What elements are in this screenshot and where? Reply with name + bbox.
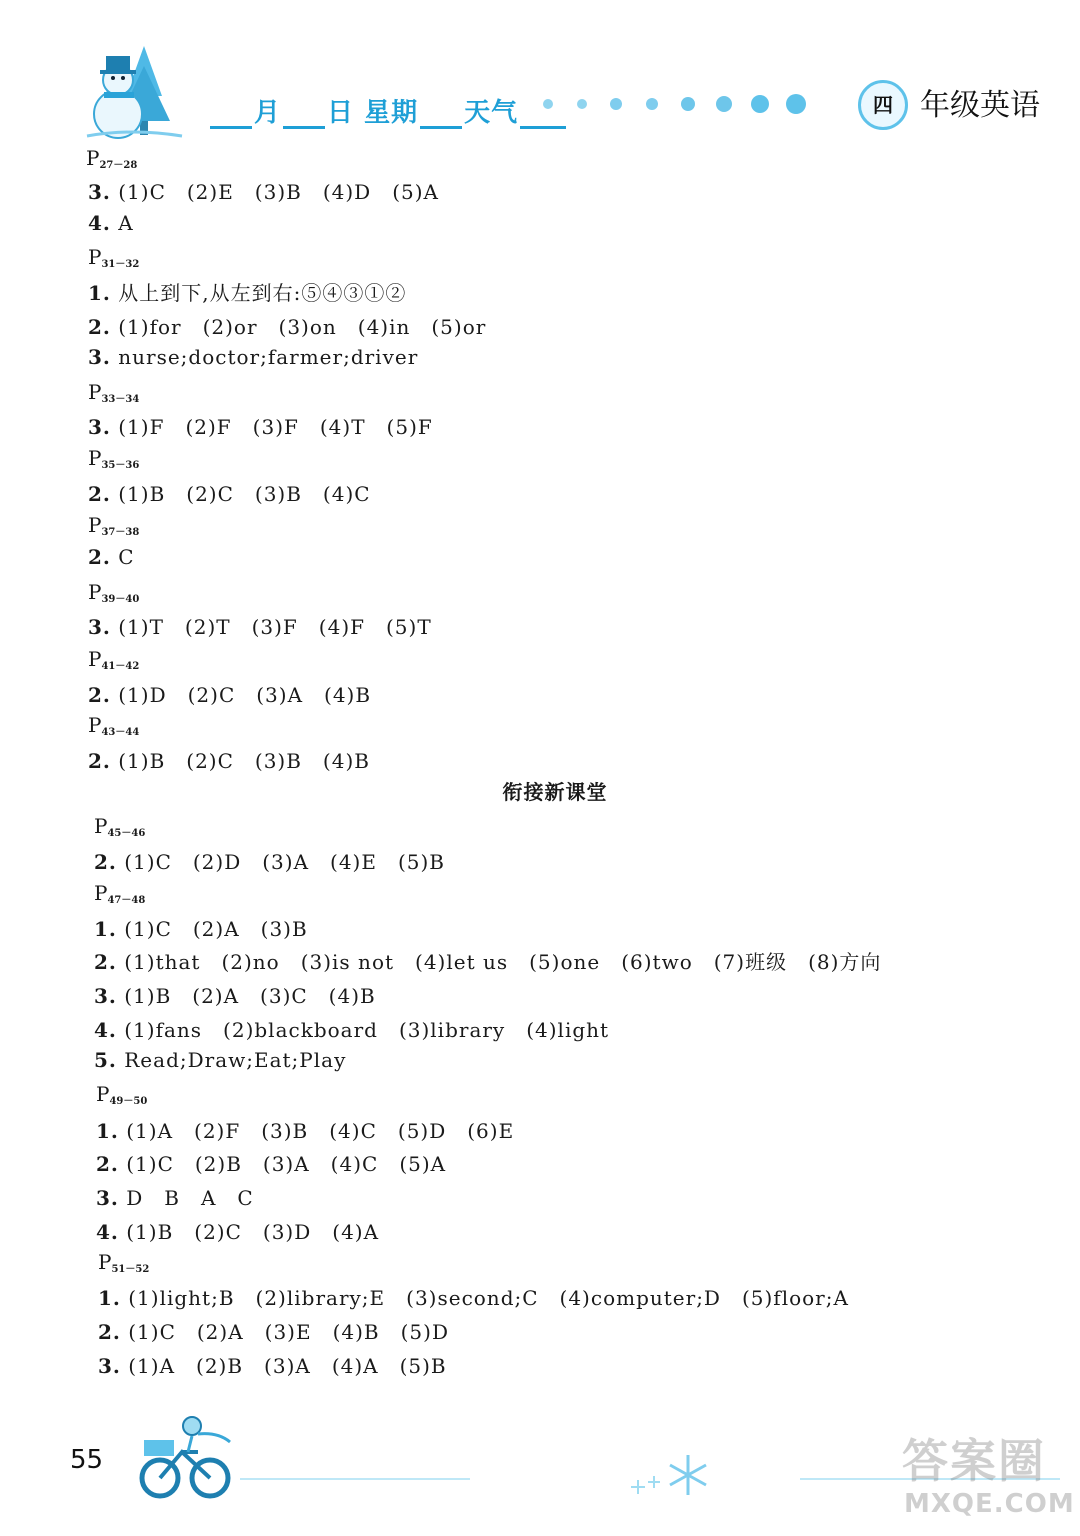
answer-line: 5. Read;Draw;Eat;Play [94, 1048, 347, 1072]
weekday-label: 星期 [364, 98, 419, 128]
page-ref: $P_{39-40}$ [88, 580, 140, 605]
answer-line: 3. (1)C (2)E (3)B (4)D (5)A [88, 180, 439, 204]
answer-line: 2. (1)C (2)D (3)A (4)E (5)B [94, 850, 445, 874]
page-header [0, 0, 1080, 150]
page-ref: $P_{43-44}$ [88, 713, 140, 738]
day-label: 日 [327, 98, 355, 128]
answer-line: 2. (1)that (2)no (3)is not (4)let us (5)one (6)two (7)班级 (8)方向 [94, 950, 882, 974]
answer-line: 4. (1)fans (2)blackboard (3)library (4)light [94, 1018, 610, 1042]
decorative-dots [542, 92, 812, 116]
answer-line: 3. nurse;doctor;farmer;driver [88, 345, 419, 369]
answer-line: 4. (1)B (2)C (3)D (4)A [96, 1220, 380, 1244]
answer-line: 3. (1)B (2)A (3)C (4)B [94, 984, 376, 1008]
page-ref: $P_{41-42}$ [88, 647, 140, 672]
watermark: 答案圈 MXQE.COM [902, 1434, 1075, 1519]
answer-line: 2. (1)for (2)or (3)on (4)in (5)or [88, 315, 487, 339]
answer-line: 3. D B A C [96, 1186, 254, 1210]
snowflake-icon [620, 1450, 720, 1500]
grade-badge: 四 [858, 80, 908, 130]
answer-line: 2. (1)C (2)A (3)E (4)B (5)D [98, 1320, 449, 1344]
answer-line: 1. (1)C (2)A (3)B [94, 917, 308, 941]
page-ref: $P_{35-36}$ [88, 446, 140, 471]
weather-label: 天气 [464, 98, 519, 128]
page-ref: $P_{33-34}$ [88, 380, 140, 405]
page-ref: $P_{47-48}$ [94, 881, 146, 906]
footer-rule [240, 1478, 470, 1480]
answer-line: 1. (1)A (2)F (3)B (4)C (5)D (6)E [96, 1119, 515, 1143]
answer-line: 1. 从上到下,从左到右:⑤④③①② [88, 281, 407, 305]
page-ref: $P_{51-52}$ [98, 1250, 150, 1275]
answer-line: 2. C [88, 545, 135, 569]
month-label: 月 [254, 98, 282, 128]
answer-line: 3. (1)A (2)B (3)A (4)A (5)B [98, 1354, 447, 1378]
bicycle-icon [138, 1412, 238, 1502]
section-title: 衔接新课堂 [502, 780, 608, 804]
page-ref: $P_{37-38}$ [88, 513, 140, 538]
date-weather-line [208, 92, 568, 129]
answer-line: 1. (1)light;B (2)library;E (3)second;C (4)computer;D (5)floor;A [98, 1286, 849, 1310]
answer-line: 4. A [88, 211, 134, 235]
answer-line: 3. (1)F (2)F (3)F (4)T (5)F [88, 415, 433, 439]
page-ref: $P_{31-32}$ [88, 245, 140, 270]
snowman-icon [82, 36, 192, 146]
answer-line: 2. (1)D (2)C (3)A (4)B [88, 683, 372, 707]
answer-line: 3. (1)T (2)T (3)F (4)F (5)T [88, 615, 432, 639]
answer-line: 2. (1)B (2)C (3)B (4)C [88, 482, 371, 506]
subject-title: 年级英语 [920, 88, 1040, 123]
answer-line: 2. (1)B (2)C (3)B (4)B [88, 749, 370, 773]
answer-line: 2. (1)C (2)B (3)A (4)C (5)A [96, 1152, 447, 1176]
page-ref: $P_{49-50}$ [96, 1082, 148, 1107]
page-number: 55 [70, 1445, 104, 1475]
page-ref: $P_{45-46}$ [94, 814, 146, 839]
page-ref: $P_{27-28}$ [86, 146, 138, 171]
